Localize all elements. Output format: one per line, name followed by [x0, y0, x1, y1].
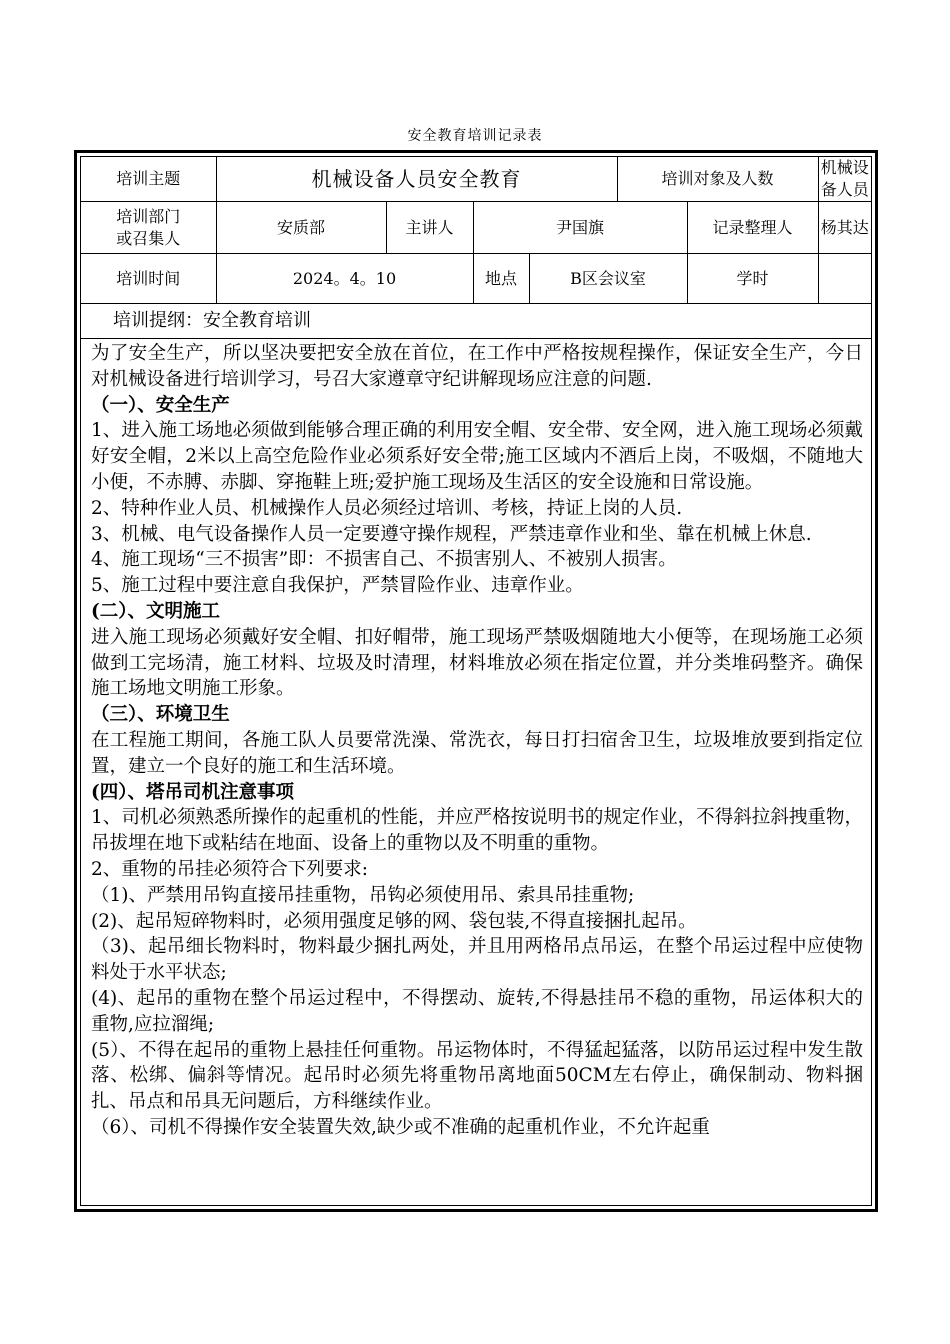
- list-item: (5）、不得在起吊的重物上悬挂任何重物。吊运物体时，不得猛起猛落，以防吊运过程中发生散落、松绑、偏斜等情况。起吊时必须先将重物吊离地面50CM左右停止，确保制动、物料捆扎、吊点和吊具无问题后，方科继续作业。: [91, 1039, 863, 1113]
- time-value: 2024。4。10: [216, 254, 473, 304]
- hours-value: [818, 254, 871, 304]
- section-heading-crane: (四）、塔吊司机注意事项: [91, 781, 295, 803]
- time-label: 培训时间: [81, 254, 216, 304]
- speaker-label: 主讲人: [386, 202, 473, 254]
- hours-label: 学时: [687, 254, 818, 304]
- list-item: （1)、严禁用吊钩直接吊挂重物，吊钩必须使用吊、索具吊挂重物;: [91, 884, 635, 906]
- list-item: 5、施工过程中要注意自我保护，严禁冒险作业、违章作业。: [91, 575, 584, 597]
- list-item: 1、司机必须熟悉所操作的起重机的性能，并应严格按说明书的规定作业，不得斜拉斜拽重物，吊拔埋在地下或粘结在地面、设备上的重物以及不明重的重物。: [91, 807, 863, 855]
- topic-value: 机械设备人员安全教育: [216, 157, 617, 202]
- list-item: （6）、司机不得操作安全装置失效,缺少或不准确的起重机作业，不允许起重: [91, 1116, 710, 1138]
- paragraph: 在工程施工期间，各施工队人员要常洗澡、常洗衣，每日打扫宿舍卫生，垃圾堆放要到指定位置，建立一个良好的施工和生活环境。: [91, 729, 863, 777]
- record-form: [74, 150, 878, 1212]
- list-item: （3)、起吊细长物料时，物料最少捆扎两处，并且用两格吊点吊运，在整个吊运过程中应使物料处于水平状态;: [91, 936, 863, 984]
- section-heading-safety: （一）、安全生产: [91, 394, 230, 416]
- dept-label-line1: 培训部门: [116, 206, 181, 226]
- training-content: [81, 339, 871, 1141]
- topic-label: 培训主题: [81, 157, 216, 202]
- dept-label-line2: 或召集人: [116, 228, 181, 248]
- audience-value: 机械设备人员: [818, 157, 871, 202]
- place-value: B区会议室: [529, 254, 687, 304]
- section-heading-hygiene: （三）、环境卫生: [91, 704, 230, 726]
- speaker-value: 尹国旗: [473, 202, 687, 254]
- intro-paragraph: 为了安全生产，所以坚决要把安全放在首位，在工作中严格按规程操作，保证安全生产，今日对机械设备进行培训学习，号召大家遵章守纪讲解现场应注意的问题.: [91, 343, 863, 390]
- section-heading-civilized: (二）、文明施工: [91, 600, 221, 622]
- place-label: 地点: [473, 254, 529, 304]
- recorder-value: 杨其达: [818, 202, 871, 254]
- dept-value: 安质部: [216, 202, 386, 254]
- list-item: 3、机械、电气设备操作人员一定要遵守操作规程，严禁违章作业和坐、靠在机械上休息.: [91, 523, 812, 545]
- list-item: (4)、起吊的重物在整个吊运过程中，不得摆动、旋转,不得悬挂吊不稳的重物，吊运体积大的重物,应拉溜绳;: [91, 987, 863, 1035]
- list-item: 2、特种作业人员、机械操作人员必须经过培训、考核，持证上岗的人员.: [91, 497, 683, 519]
- info-table: [81, 157, 871, 304]
- list-item: 4、施工现场“三不损害”即：不损害自己、不损害别人、不被别人损害。: [91, 549, 677, 571]
- recorder-label: 记录整理人: [687, 202, 818, 254]
- list-item: 2、重物的吊挂必须符合下列要求:: [91, 858, 369, 880]
- training-outline: 培训提纲：安全教育培训: [81, 304, 871, 339]
- document-title: 安全教育培训记录表: [407, 128, 543, 144]
- dept-label: [81, 202, 216, 254]
- paragraph: 进入施工现场必须戴好安全帽、扣好帽带，施工现场严禁吸烟随地大小便等，在现场施工必须做到工完场清，施工材料、垃圾及时清理，材料堆放必须在指定位置，并分类堆码整齐。确保施工场地文明施工形象。: [91, 626, 863, 700]
- list-item: (2)、起吊短碎物料时，必须用强度足够的网、袋包装,不得直接捆扎起吊。: [91, 910, 697, 932]
- list-item: 1、进入施工场地必须做到能够合理正确的利用安全帽、安全带、安全网，进入施工现场必须戴好安全帽，2米以上高空危险作业必须系好安全带;施工区域内不酒后上岗，不吸烟，不随地大小便，不赤膊、赤脚、穿拖鞋上班;爱护施工现场及生活区的安全设施和日常设施。: [91, 420, 863, 493]
- audience-label: 培训对象及人数: [617, 157, 818, 202]
